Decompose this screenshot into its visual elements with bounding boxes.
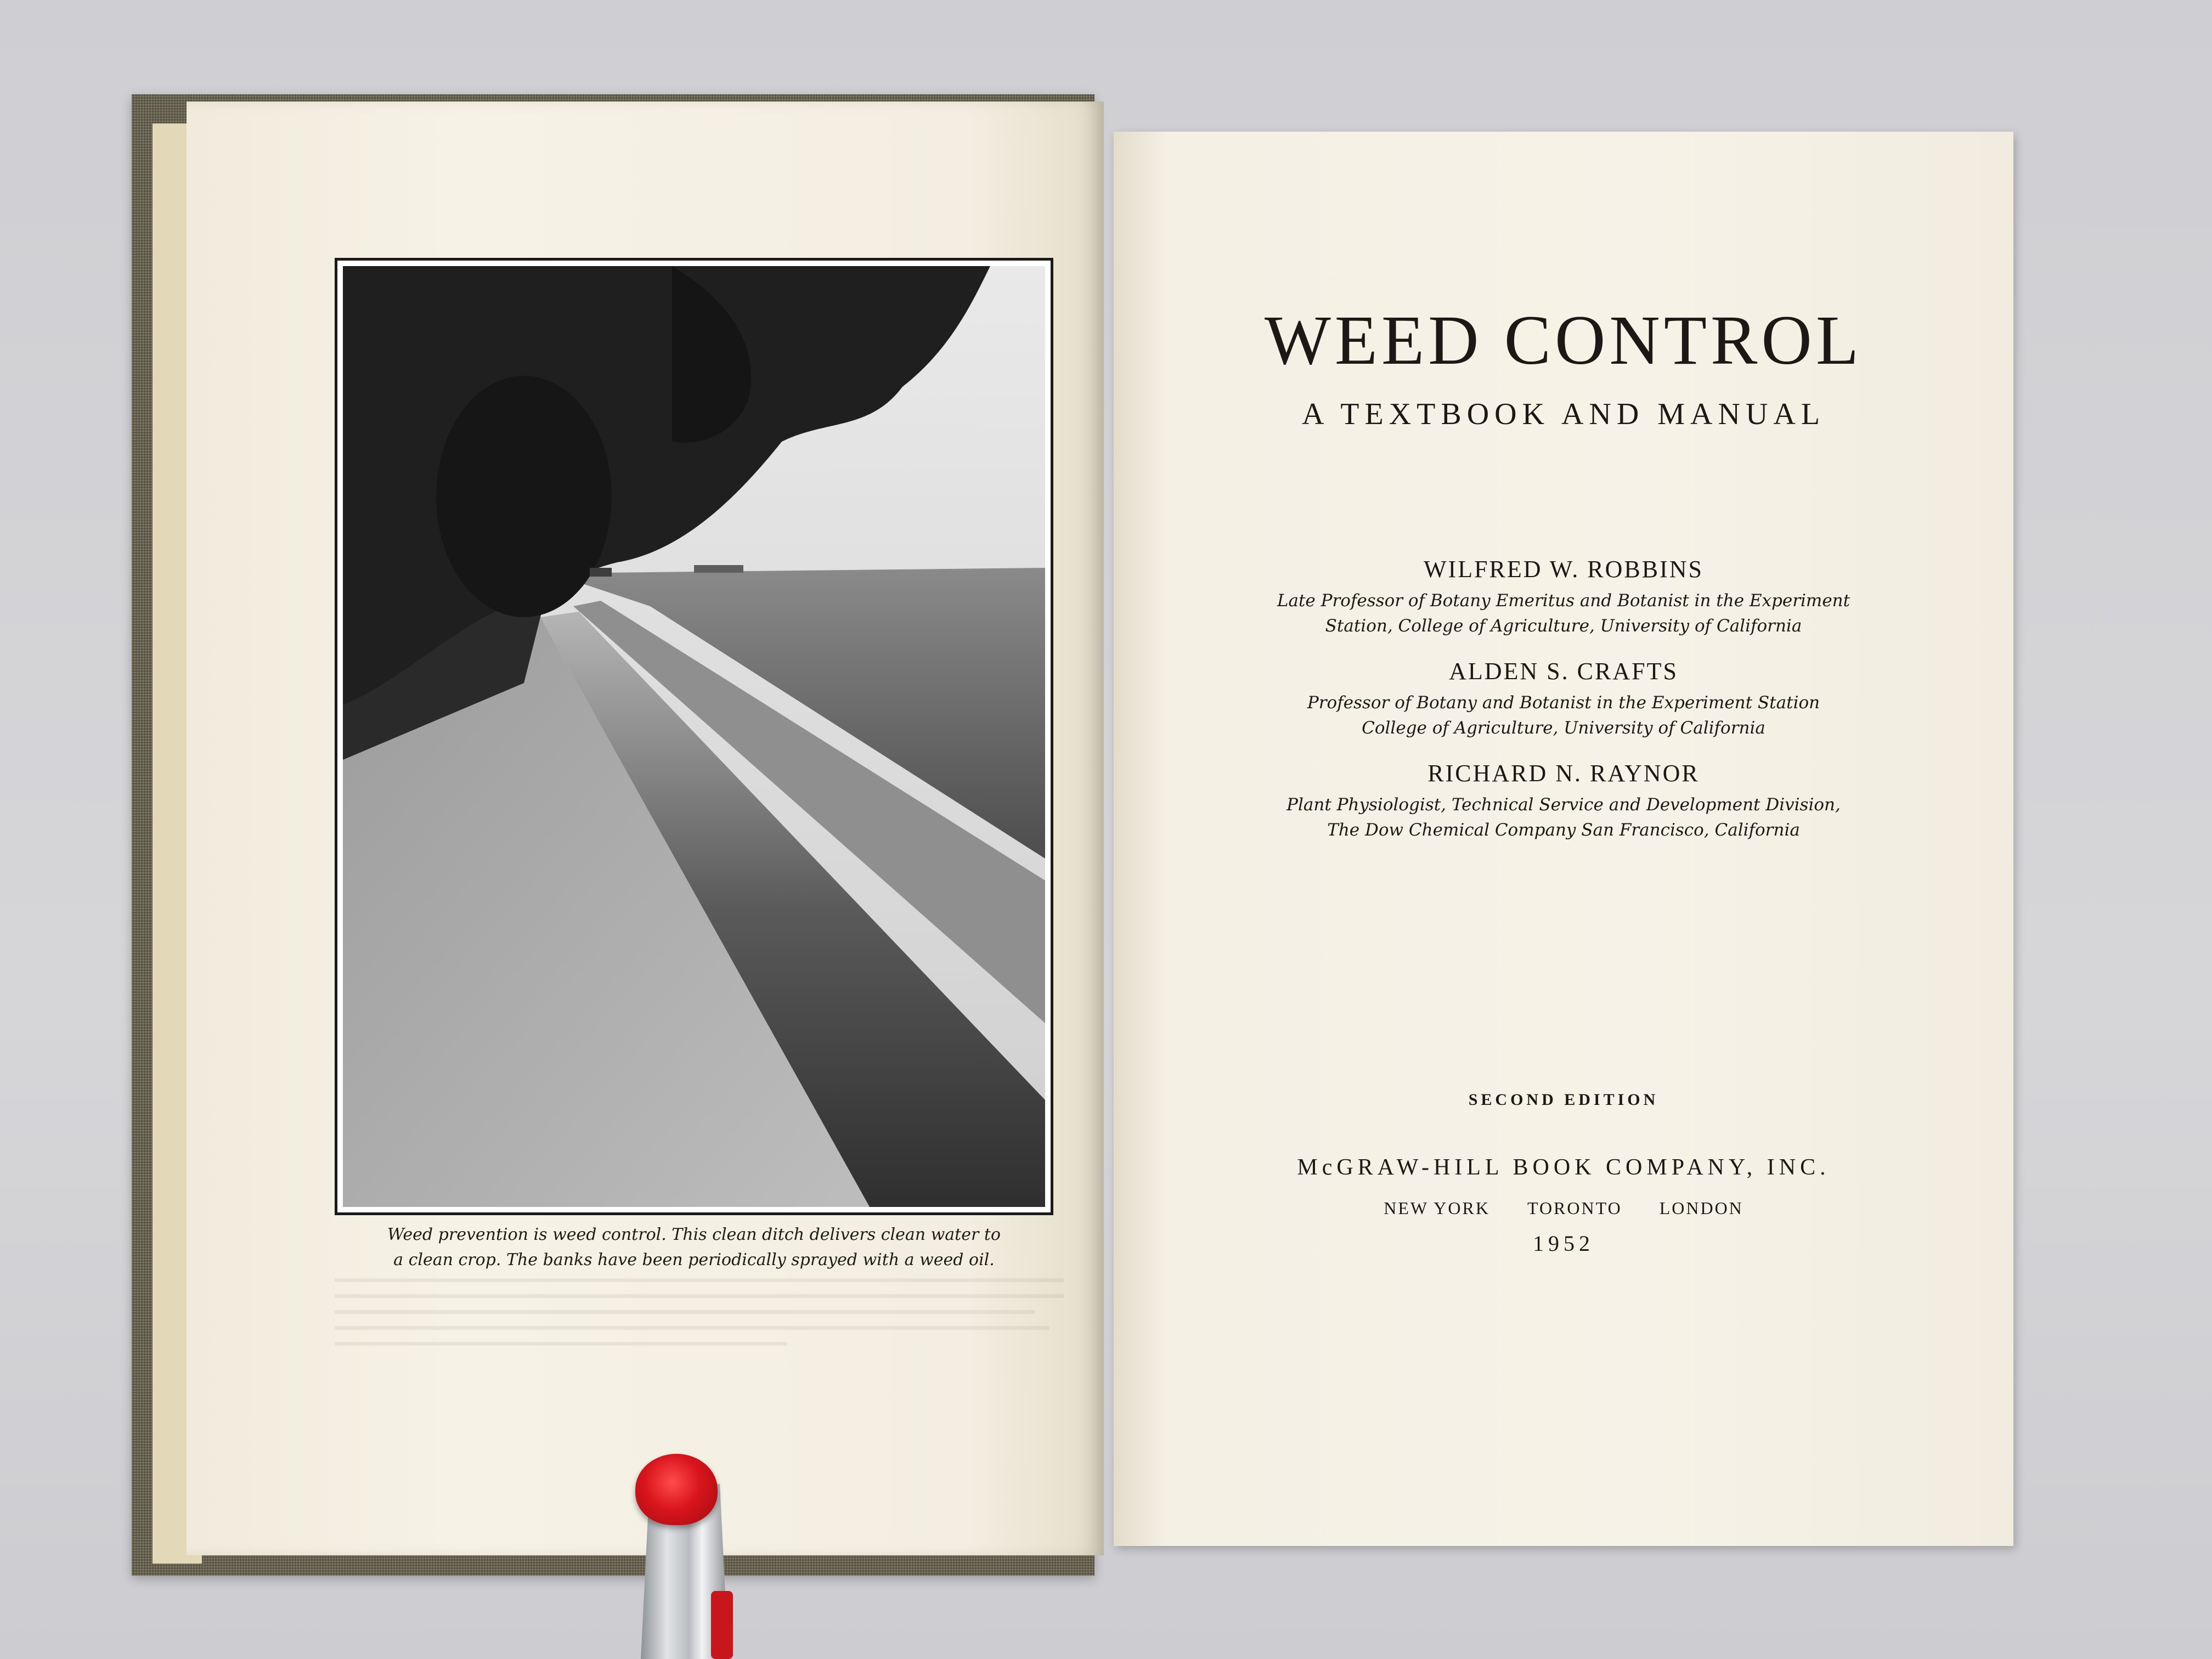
author-crafts <box>1141 656 1986 741</box>
author-name: WILFRED W. ROBBINS <box>1424 556 1703 583</box>
publisher-cities <box>1141 1196 1986 1220</box>
bleed-through-text <box>335 1278 1064 1358</box>
frontispiece-photo <box>335 258 1053 1215</box>
author-affiliation: Late Professor of Botany Emeritus and Botanist in the Experiment <box>1277 591 1850 611</box>
author-robbins <box>1141 554 1986 639</box>
caption-line-1: Weed prevention is weed control. This clean ditch delivers clean water to <box>387 1225 1001 1244</box>
author-affiliation: Station, College of Agriculture, University of California <box>1325 616 1802 636</box>
city: LONDON <box>1659 1198 1743 1218</box>
author-affiliation: Professor of Botany and Botanist in the Experiment Station <box>1307 693 1820 713</box>
edition: SECOND EDITION <box>1468 1091 1659 1109</box>
book-title: WEED CONTROL <box>1264 301 1863 379</box>
caption-line-2: a clean crop. The banks have been periodically sprayed with a weed oil. <box>393 1250 995 1269</box>
author-raynor <box>1141 758 1986 843</box>
author-affiliation: The Dow Chemical Company San Francisco, California <box>1327 820 1800 840</box>
author-name: RICHARD N. RAYNOR <box>1427 760 1700 787</box>
author-affiliation: College of Agriculture, University of California <box>1362 718 1765 738</box>
frontispiece-caption <box>340 1222 1048 1273</box>
city: TORONTO <box>1527 1198 1622 1218</box>
author-affiliation: Plant Physiologist, Technical Service and Development Division, <box>1286 795 1841 815</box>
author-name: ALDEN S. CRAFTS <box>1449 658 1678 685</box>
clip-accent <box>711 1591 733 1659</box>
publisher: McGRAW-HILL BOOK COMPANY, INC. <box>1297 1155 1830 1180</box>
book-subtitle: A TEXTBOOK AND MANUAL <box>1301 397 1826 431</box>
publication-year: 1952 <box>1533 1231 1594 1256</box>
city: NEW YORK <box>1384 1198 1490 1218</box>
irrigation-ditch-image <box>343 266 1045 1207</box>
clip-red-cap <box>635 1454 718 1525</box>
